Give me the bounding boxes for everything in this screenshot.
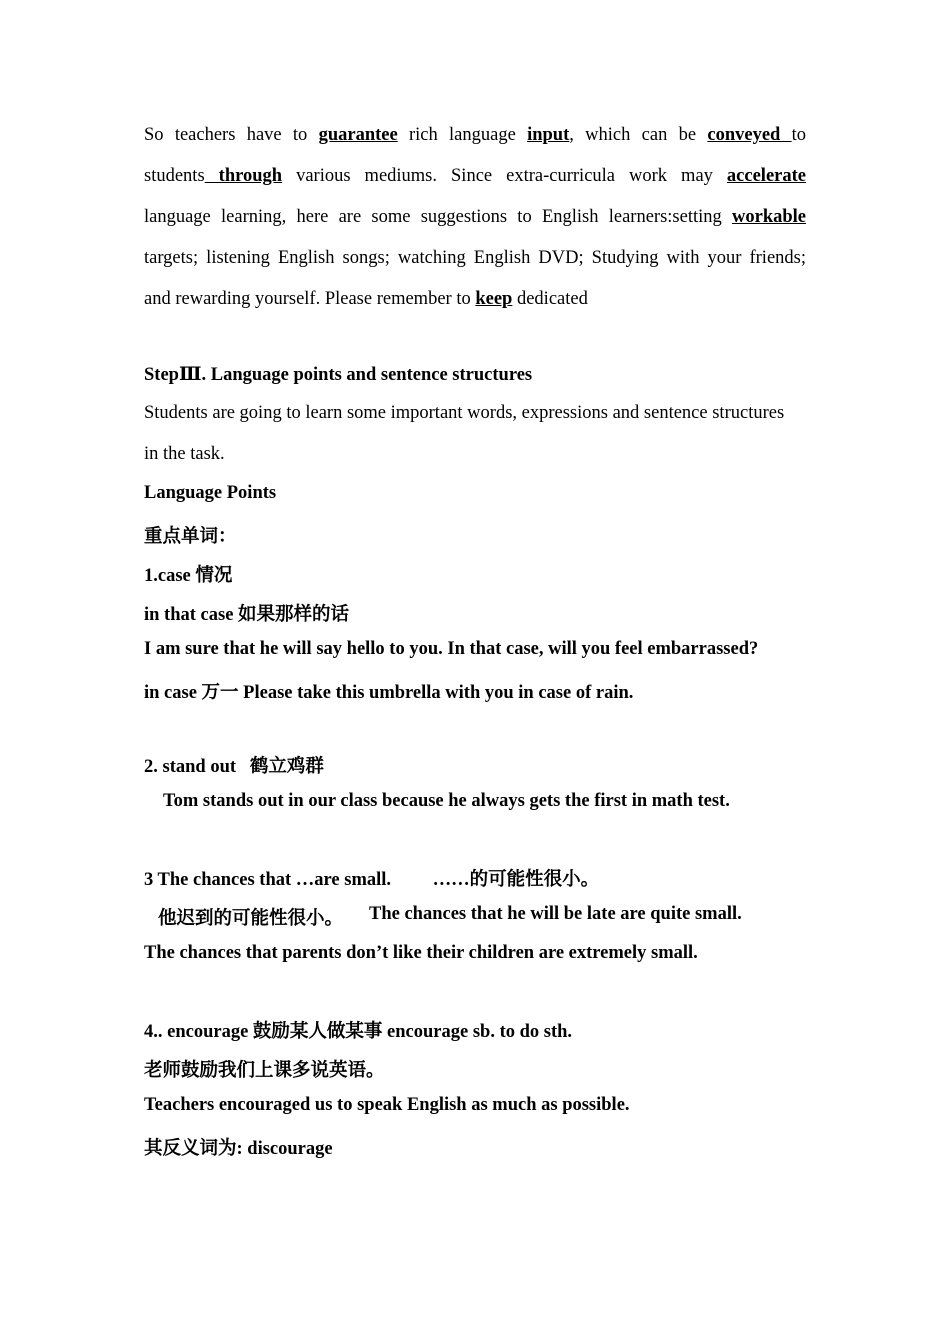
point-3-title: 3 The chances that …are small. ……的可能性很小。: [144, 870, 600, 890]
intro-line-2: in the task.: [144, 444, 225, 464]
point-4-title: 4.. encourage 鼓励某人做某事 encourage sb. to do sth.: [144, 1022, 573, 1042]
text: students: [144, 166, 205, 186]
keyword-input: input: [527, 125, 570, 145]
point-3-example-en: The chances that he will be late are quite small.: [369, 904, 742, 924]
key-words-label: 重点单词：: [144, 527, 237, 547]
keyword-conveyed: conveyed: [707, 125, 792, 145]
paragraph-line-1: [144, 125, 806, 146]
text: So teachers have to: [144, 125, 308, 145]
paragraph-line-2: [144, 166, 806, 187]
keyword-guarantee: guarantee: [318, 125, 398, 145]
paragraph-line-4: targets; listening English songs; watching English DVD; Studying with your friends;: [144, 248, 806, 268]
text: dedicated: [516, 289, 588, 309]
text: and rewarding yourself. Please remember to: [144, 289, 471, 309]
point-2-title: 2. stand out 鹤立鸡群: [144, 757, 324, 777]
point-4-example-en: Teachers encouraged us to speak English as much as possible.: [144, 1095, 630, 1115]
paragraph-line-3: [144, 207, 806, 228]
point-1-title: 1.case 情况: [144, 566, 233, 586]
keyword-accelerate: accelerate: [726, 166, 806, 186]
text: rich language: [408, 125, 516, 145]
text: to: [791, 125, 806, 145]
point-1-example: I am sure that he will say hello to you. In that case, will you feel embarrassed?: [144, 639, 759, 659]
point-1-in-case: in case 万一 Please take this umbrella with you in case of rain.: [144, 683, 634, 703]
paragraph-line-5: [144, 289, 588, 310]
language-points-heading: Language Points: [144, 483, 277, 503]
keyword-keep: keep: [475, 289, 513, 309]
text: various mediums. Since extra-curricula work may: [296, 166, 713, 186]
intro-line-1: Students are going to learn some important words, expressions and sentence structures: [144, 403, 785, 423]
point-3-example-2: The chances that parents don’t like their children are extremely small.: [144, 943, 698, 963]
point-4-example-cn: 老师鼓励我们上课多说英语。: [144, 1061, 385, 1081]
point-4-antonym: 其反义词为: discourage: [144, 1139, 333, 1159]
section-heading: StepⅢ. Language points and sentence structures: [144, 365, 533, 385]
text: language learning, here are some suggestions to English learners:setting: [144, 207, 722, 227]
keyword-workable: workable: [732, 207, 806, 227]
point-1-phrase: in that case 如果那样的话: [144, 605, 350, 625]
point-3-example-cn: 他迟到的可能性很小。: [158, 909, 344, 929]
keyword-through: through: [204, 166, 283, 186]
text: , which can be: [569, 125, 697, 145]
point-2-example: Tom stands out in our class because he always gets the first in math test.: [163, 791, 730, 811]
